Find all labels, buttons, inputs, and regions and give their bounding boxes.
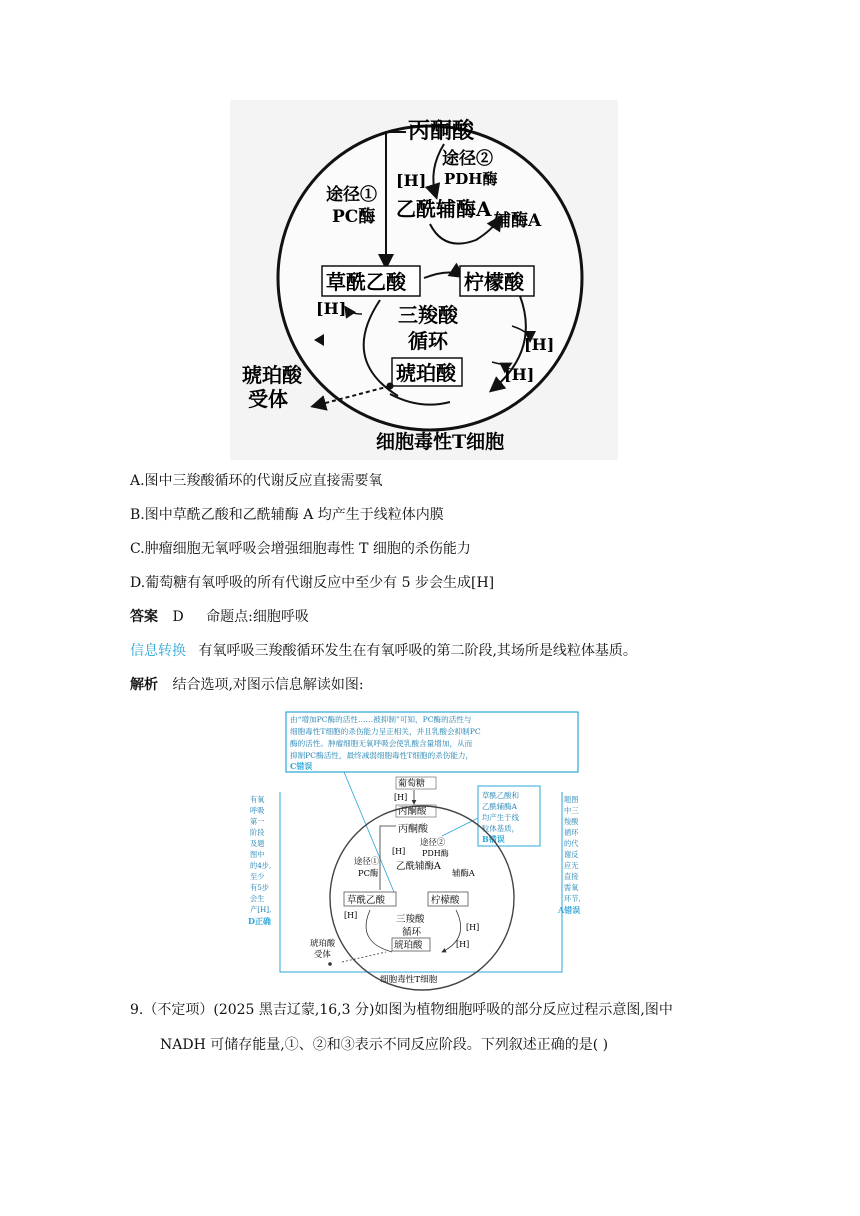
note-left-9: 有5步: [250, 883, 269, 892]
note-b-1: 草酰乙酸和: [482, 791, 519, 800]
answer-label: 答案: [130, 609, 158, 625]
option-c: C.肿瘤细胞无氧呼吸会增强细胞毒性 T 细胞的杀伤能力: [130, 541, 471, 557]
pathway1-label: 途径①: [326, 185, 377, 205]
oxaloacetate-mini: 草酰乙酸: [347, 895, 386, 906]
note-right-2: 中三: [564, 806, 579, 815]
note-right-6: 谢反: [564, 850, 579, 859]
note-left-1: 有氧: [250, 795, 265, 804]
note-right-8: 直接: [564, 872, 579, 881]
pc-mini: PC酶: [358, 868, 379, 878]
note-left-11: 产[H],: [250, 905, 272, 914]
note-left-2: 呼吸: [250, 806, 265, 815]
note-right-7: 应无: [564, 861, 579, 870]
note-top-4: 抑制PC酶活性，最终减弱细胞毒性T细胞的杀伤能力，: [290, 751, 474, 760]
tca-mini-1: 三羧酸: [396, 914, 425, 925]
analysis-line: [130, 675, 364, 695]
h-mini-5: [H]: [456, 940, 470, 949]
note-left-3: 第一: [250, 817, 265, 826]
note-b-3: 均产生于线: [482, 813, 519, 822]
note-left-8: 至少: [250, 872, 265, 881]
note-top-2: 细胞毒性T细胞的杀伤能力呈正相关，并且乳酸会抑制PC: [290, 727, 481, 736]
analysis-label: 解析: [130, 677, 158, 693]
option-a: A.图中三羧酸循环的代谢反应直接需要氧: [130, 473, 383, 489]
option-d: D.葡萄糖有氧呼吸的所有代谢反应中至少有 5 步会生成[H]: [130, 575, 495, 591]
note-left-10: 会生: [250, 894, 265, 903]
annotated-diagram: [246, 706, 581, 990]
analysis-text: 结合选项,对图示信息解读如图:: [172, 677, 364, 693]
answer-value: D: [172, 609, 184, 625]
cell-mini: 细胞毒性T细胞: [380, 975, 438, 985]
pdh-label: PDH酶: [444, 170, 498, 188]
info-label: 信息转换: [130, 643, 186, 659]
note-right-4: 循环: [564, 828, 579, 837]
coa-label: 辅酶A: [494, 211, 542, 231]
a-wrong-tag: A错误: [558, 905, 581, 915]
note-b-2: 乙酰辅酶A: [482, 802, 517, 811]
h-mini-2: [H]: [392, 847, 406, 856]
answer-line: [130, 607, 309, 627]
note-top-1: 由“增加PC酶的活性……被抑制”可知，PC酶的活性与: [290, 715, 472, 724]
cell-label: 细胞毒性T细胞: [376, 431, 505, 453]
oxaloacetate-box: 草酰乙酸: [326, 270, 406, 294]
acetylcoa-mini: 乙酰辅酶A: [396, 861, 441, 872]
d-right-tag: D正确: [248, 916, 271, 926]
note-left-6: 图中: [250, 850, 265, 859]
note-left-4: 阶段: [250, 828, 265, 837]
succinate-mini: 琥珀酸: [394, 940, 423, 951]
info-line: [130, 641, 637, 661]
succinate-box: 琥珀酸: [396, 361, 456, 385]
pyruvate-mini: 丙酮酸: [398, 824, 428, 835]
citrate-mini: 柠檬酸: [431, 895, 460, 906]
b-wrong-tag: B错误: [482, 834, 505, 844]
h-label-right2: [H]: [504, 365, 535, 384]
pc-label: PC酶: [332, 207, 376, 227]
pyruvate-mini-outer: 丙酮酸: [398, 806, 427, 817]
tca-label-1: 三羧酸: [398, 303, 458, 327]
tca-label-2: 循环: [408, 329, 448, 353]
acceptor-label-1: 琥珀酸: [242, 363, 302, 387]
coa-mini: 辅酶A: [452, 868, 475, 878]
question-line-1: 9.（不定项）(2025 黑吉辽蒙,16,3 分)如图为植物细胞呼吸的部分反应过程示意图,图中: [130, 1002, 673, 1018]
acetylcoa-label: 乙酰辅酶A: [396, 197, 492, 221]
h-label-right1: [H]: [524, 335, 555, 354]
acceptor-mini-2: 受体: [314, 949, 331, 959]
h-label-left: [H]: [316, 299, 347, 318]
note-top-3: 酶的活性。肿瘤细胞无氧呼吸会使乳酸含量增加，从而: [290, 739, 473, 748]
note-right-5: 的代: [564, 839, 579, 848]
note-right-1: 题图: [564, 795, 579, 804]
pdh-mini: PDH酶: [422, 849, 449, 858]
note-right-9: 需氧: [564, 883, 579, 892]
pyruvate-label: 丙酮酸: [408, 118, 475, 144]
pathway2-mini: 途径②: [420, 837, 446, 847]
question-line-2: NADH 可储存能量,①、②和③表示不同反应阶段。下列叙述正确的是( ): [160, 1037, 609, 1053]
note-left-7: 的4步,: [250, 861, 272, 870]
note-right-10: 环节,: [564, 894, 581, 903]
h-mini-1: [H]: [394, 793, 408, 802]
acceptor-mini-1: 琥珀酸: [310, 938, 336, 948]
note-right-3: 羧酸: [564, 817, 579, 826]
answer-point: 命题点:细胞呼吸: [206, 609, 309, 625]
tca-mini-2: 循环: [402, 927, 422, 938]
pathway1-mini: 途径①: [354, 856, 380, 866]
citrate-box: 柠檬酸: [464, 270, 524, 294]
h-mini-3: [H]: [344, 911, 358, 920]
h-label-top: [H]: [396, 171, 427, 190]
note-b-4: 粒体基质，: [482, 824, 519, 833]
c-wrong-tag: C错误: [290, 761, 313, 771]
h-mini-4: [H]: [466, 923, 480, 932]
info-text: 有氧呼吸三羧酸循环发生在有氧呼吸的第二阶段,其场所是线粒体基质。: [198, 643, 637, 659]
option-b: B.图中草酰乙酸和乙酰辅酶 A 均产生于线粒体内膜: [130, 507, 444, 523]
note-left-5: 及题: [250, 839, 265, 848]
acceptor-label-2: 受体: [248, 387, 288, 411]
tca-cycle-diagram: [230, 100, 618, 460]
glucose-label: 葡萄糖: [398, 779, 426, 789]
pathway2-label: 途径②: [442, 149, 493, 169]
